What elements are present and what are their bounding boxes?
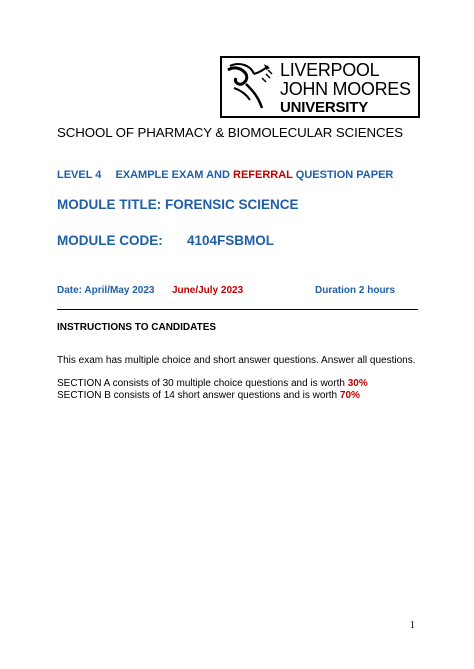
- section-a-line: [57, 378, 368, 389]
- exam-duration: Duration 2 hours: [315, 285, 396, 296]
- level-label: LEVEL 4: [57, 169, 102, 181]
- university-logo: [220, 56, 420, 118]
- section-a-text: SECTION A consists of 30 multiple choice questions and is worth: [57, 378, 348, 389]
- intro-text: This exam has multiple choice and short answer questions. Answer all questions.: [57, 355, 416, 366]
- divider: [57, 309, 418, 310]
- section-b-percent: 70%: [339, 390, 360, 401]
- module-code-line: [57, 233, 275, 248]
- level-line: [57, 169, 393, 181]
- referral-highlight: REFERRAL: [233, 169, 293, 181]
- level-text-after: QUESTION PAPER: [295, 169, 394, 181]
- logo-line-3: UNIVERSITY: [280, 99, 369, 116]
- section-a-percent: 30%: [347, 378, 368, 389]
- exam-date: Date: April/May 2023: [57, 285, 155, 296]
- logo-line-2: JOHN MOORES: [280, 79, 411, 99]
- level-text-before: EXAMPLE EXAM AND: [115, 169, 230, 181]
- logo-line-1: LIVERPOOL: [280, 60, 380, 80]
- school-heading: SCHOOL OF PHARMACY & BIOMOLECULAR SCIENCES: [57, 125, 404, 140]
- module-code-label: MODULE CODE:: [57, 233, 163, 248]
- referral-date: June/July 2023: [172, 285, 244, 296]
- instructions-heading: INSTRUCTIONS TO CANDIDATES: [57, 322, 217, 333]
- liver-bird-icon: [224, 60, 276, 114]
- module-title: MODULE TITLE: FORENSIC SCIENCE: [57, 197, 299, 212]
- section-b-text: SECTION B consists of 14 short answer questions and is worth: [57, 390, 340, 401]
- module-code-value: 4104FSBMOL: [187, 233, 275, 248]
- page-number: 1: [410, 620, 415, 631]
- section-b-line: [57, 390, 360, 401]
